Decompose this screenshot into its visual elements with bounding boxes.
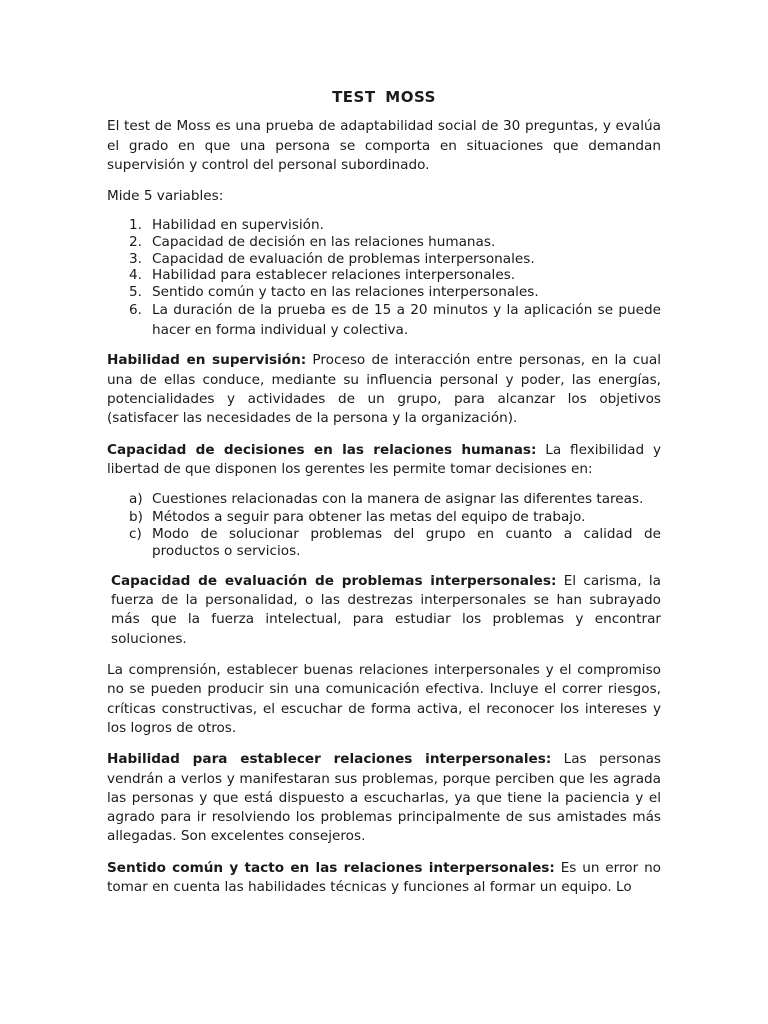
- section-body: La flexibilidad y libertad de que disponen los gerentes les permite tomar decisiones en:: [107, 441, 661, 477]
- section-body: Las personas vendrán a verlos y manifestaran sus problemas, porque perciben que les agrada las personas y que está dispuesto a escucharlas, ya que tiene la paciencia y el agrado para ir resolviendo los problemas principalmente de sus amistades más allegadas. Son excelentes consejeros.: [107, 751, 661, 845]
- list-marker: 6.: [129, 302, 142, 319]
- document-page: [107, 88, 661, 909]
- section-body: El carisma, la fuerza de la personalidad, o las destrezas interpersonales se han subrayado más que la fuerza intelectual, para estudiar los problemas y encontrar soluciones.: [111, 572, 661, 647]
- section-heading: Habilidad para establecer relaciones interpersonales:: [107, 751, 552, 768]
- section-evaluation: [107, 572, 661, 649]
- intro-paragraph: El test de Moss es una prueba de adaptabilidad social de 30 preguntas, y evalúa el grado en que una persona se comporta en situaciones que demandan supervisión y control del personal subordinado.: [107, 118, 661, 173]
- list-item: [107, 509, 661, 526]
- variables-list: [107, 217, 661, 340]
- list-marker: a): [129, 491, 143, 508]
- list-marker: 1.: [129, 217, 142, 234]
- list-item-text: Habilidad en supervisión.: [152, 217, 324, 234]
- list-marker: 3.: [129, 250, 142, 267]
- section-common-sense: [107, 859, 661, 898]
- section-heading: Capacidad de decisiones en las relaciones humanas:: [107, 441, 537, 458]
- section-body: Proceso de interacción entre personas, en la cual una de ellas conduce, mediante su influencia personal y poder, las energías, potencialidades y actividades de un grupo, para alcanzar los objetivos (satisfacer las necesidades de la persona y la organización).: [107, 352, 661, 427]
- list-item: [107, 300, 661, 340]
- variables-lead: Mide 5 variables:: [107, 188, 224, 205]
- list-item: [107, 251, 661, 268]
- section-evaluation-extra: La comprensión, establecer buenas relaciones interpersonales y el compromiso no se pueden producir sin una comunicación efectiva. Incluye el correr riesgos, críticas constructivas, el escuchar de forma activa, el reconocer los intereses y los logros de otros.: [107, 662, 661, 736]
- section-body: Es un error no tomar en cuenta las habilidades técnicas y funciones al formar un equipo. Lo: [107, 859, 661, 896]
- section-relations: [107, 750, 661, 846]
- list-item: [107, 284, 661, 301]
- list-marker: 5.: [129, 283, 142, 300]
- list-item: [107, 526, 661, 561]
- list-item: [107, 267, 661, 284]
- list-item-text: Modo de solucionar problemas del grupo en cuanto a calidad de productos o servicios.: [152, 526, 661, 560]
- list-item: [107, 217, 661, 234]
- section-supervision: [107, 351, 661, 428]
- decisions-list: [107, 491, 661, 561]
- list-marker: b): [129, 508, 143, 525]
- list-item-text: Habilidad para establecer relaciones interpersonales.: [152, 267, 516, 284]
- list-item-text: Capacidad de evaluación de problemas interpersonales.: [152, 250, 535, 267]
- list-marker: 2.: [129, 234, 142, 251]
- section-heading: Sentido común y tacto en las relaciones interpersonales:: [107, 859, 555, 876]
- section-heading: Capacidad de evaluación de problemas interpersonales:: [111, 572, 557, 589]
- list-item-text: Capacidad de decisión en las relaciones humanas.: [152, 234, 496, 251]
- list-marker: c): [129, 526, 142, 543]
- list-item-text: Métodos a seguir para obtener las metas del equipo de trabajo.: [152, 508, 586, 525]
- document-title: TEST MOSS: [332, 88, 436, 106]
- section-decisions: [107, 441, 661, 480]
- section-heading: Habilidad en supervisión:: [107, 352, 307, 369]
- list-marker: 4.: [129, 267, 142, 284]
- list-item-text: Sentido común y tacto en las relaciones interpersonales.: [152, 283, 539, 300]
- list-item: [107, 491, 661, 508]
- list-item-text: La duración de la prueba es de 15 a 20 minutos y la aplicación se puede hacer en forma individual y colectiva.: [152, 302, 661, 339]
- list-item-text: Cuestiones relacionadas con la manera de asignar las diferentes tareas.: [152, 491, 644, 508]
- list-item: [107, 234, 661, 251]
